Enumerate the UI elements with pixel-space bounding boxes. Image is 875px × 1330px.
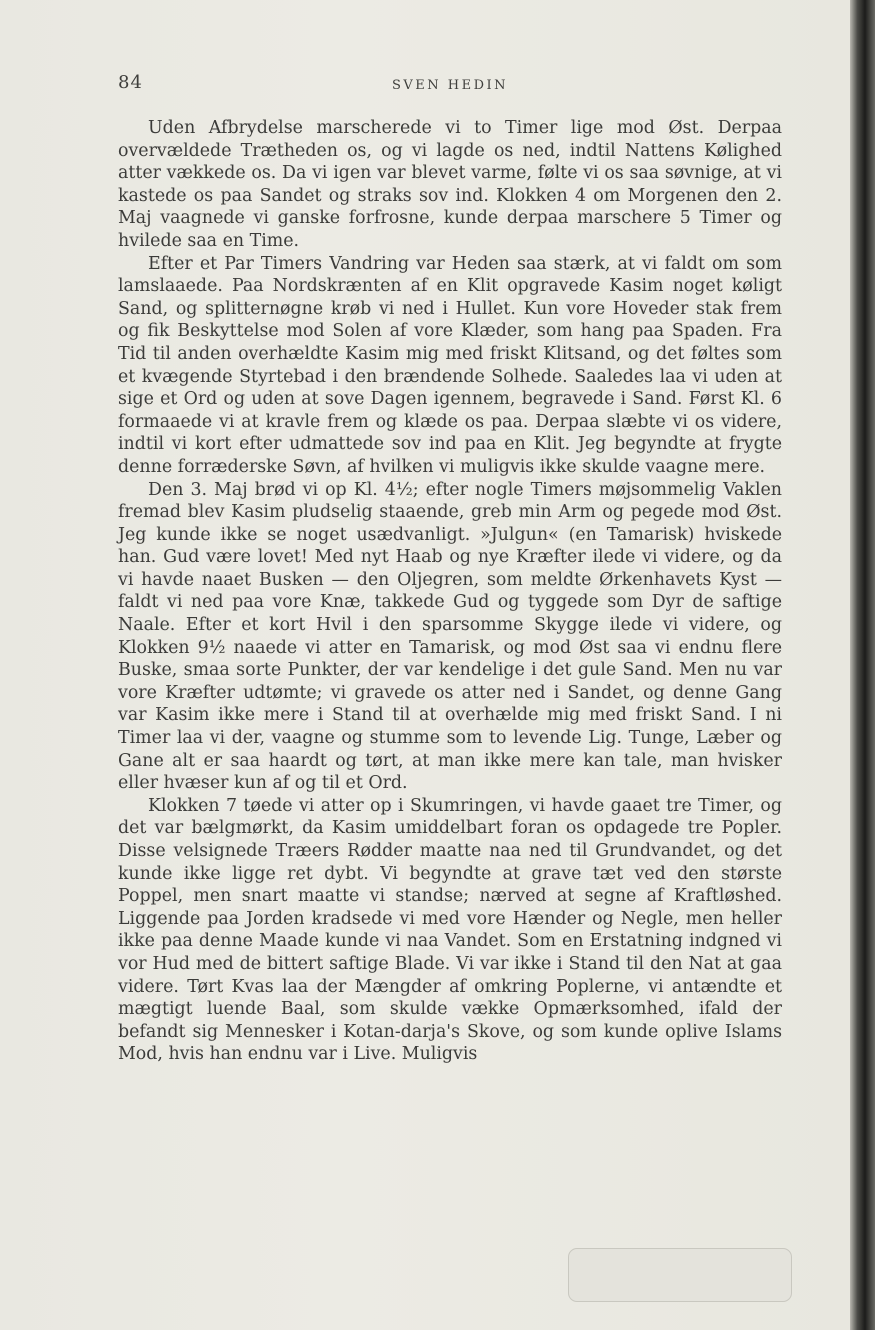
paragraph: Efter et Par Timers Vandring var Heden saa stærk, at vi faldt om som lamslaaede. Paa Nordskrænten af en Klit opgravede Kasim noget køligt Sand, og splitternøgne krøb vi ned i Hullet. Kun vore Hoveder stak frem og fik Beskyttelse mod Solen af vore Klæder, som hang paa Spaden. Fra Tid til anden overhældte Kasim mig med friskt Klitsand, og det føltes som et kvægende Styrtebad i den brændende Solhede. Saaledes laa vi uden at sige et Ord og uden at sove Dagen igennem, begravede i Sand. Først Kl. 6 formaaede vi at kravle frem og klæde os paa. Derpaa slæbte vi os videre, indtil vi kort efter udmattede sov ind paa en Klit. Jeg begyndte at frygte denne forræderske Søvn, af hvilken vi muligvis ikke skulde vaagne mere.: [118, 253, 782, 477]
paper-imprint-mark: [568, 1248, 792, 1302]
paragraph: Den 3. Maj brød vi op Kl. 4½; efter nogle Timers møjsommelig Vaklen fremad blev Kasim pludselig staaende, greb min Arm og pegede mod Øst. Jeg kunde ikke se noget usædvanligt. »Julgun« (en Tamarisk) hviskede han. Gud være lovet! Med nyt Haab og nye Kræfter ilede vi videre, og da vi havde naaet Busken — den Oljegren, som meldte Ørkenhavets Kyst — faldt vi ned paa vore Knæ, takkede Gud og tyggede som Dyr de saftige Naale. Efter et kort Hvil i den sparsomme Skygge ilede vi videre, og Klokken 9½ naaede vi atter en Tamarisk, og mod Øst saa vi endnu flere Buske, smaa sorte Punkter, der var kendelige i det gule Sand. Men nu var vore Kræfter udtømte; vi gravede os atter ned i Sandet, og denne Gang var Kasim ikke mere i Stand til at overhælde mig med friskt Sand. I ni Timer laa vi der, vaagne og stumme som to levende Lig. Tunge, Læber og Gane alt er saa haardt og tørt, at man ikke mere kan tale, man hvisker eller hvæser kun af og til et Ord.: [118, 479, 782, 794]
paragraph: Uden Afbrydelse marscherede vi to Timer lige mod Øst. Derpaa overvældede Trætheden os, og vi lagde os ned, indtil Nattens Kølighed atter vækkede os. Da vi igen var blevet varme, følte vi os saa søvnige, at vi kastede os paa Sandet og straks sov ind. Klokken 4 om Morgenen den 2. Maj vaagnede vi ganske forfrosne, kunde derpaa marschere 5 Timer og hvilede saa en Time.: [118, 118, 782, 251]
page-header: [118, 72, 782, 102]
body-text: [118, 117, 782, 1066]
running-head: SVEN HEDIN: [391, 78, 509, 93]
page-number: 84: [118, 72, 143, 93]
paragraph: Klokken 7 tøede vi atter op i Skumringen, vi havde gaaet tre Timer, og det var bælgmørkt, da Kasim umiddelbart foran os opdagede tre Popler. Disse velsignede Træers Rødder maatte naa ned til Grundvandet, og det kunde ikke ligge ret dybt. Vi begyndte at grave tæt ved den største Poppel, men snart maatte vi standse; nærved at segne af Kraftløshed. Liggende paa Jorden kradsede vi med vore Hænder og Negle, men heller ikke paa denne Maade kunde vi naa Vandet. Som en Erstatning indgned vi vor Hud med de bittert saftige Blade. Vi var ikke i Stand til den Nat at gaa videre. Tørt Kvas laa der Mængder af omkring Poplerne, vi antændte et mægtigt luende Baal, som skulde vække Opmærksomhed, ifald der befandt sig Mennesker i Kotan-darja's Skove, og som kunde oplive Islams Mod, hvis han endnu var i Live. Muligvis: [118, 795, 782, 1065]
book-binding-edge: [850, 0, 875, 1330]
